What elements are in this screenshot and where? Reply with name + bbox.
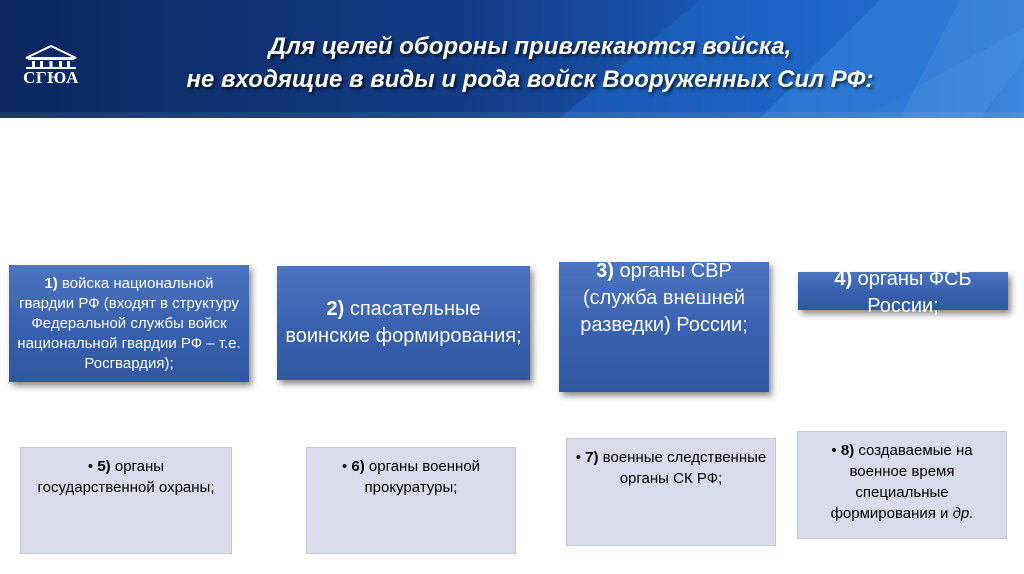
item-text: органы государственной охраны; <box>37 458 215 496</box>
header-banner <box>0 0 1024 118</box>
box-military-prosecution <box>306 447 516 554</box>
item-number: 3) <box>596 260 614 282</box>
title-line-2: не входящие в виды и рода войск Вооруженных Сил РФ: <box>186 66 874 93</box>
bullet: • <box>575 449 581 466</box>
building-emblem-icon <box>18 44 84 70</box>
item-number: 1) <box>44 274 58 292</box>
item-text: органы военной прокуратуры; <box>364 458 481 496</box>
item-number: 8) <box>840 442 855 459</box>
item-text-tail: др. <box>952 505 974 522</box>
sgua-logo <box>18 44 84 94</box>
box-rescue-formations <box>277 266 530 380</box>
bullet: • <box>341 458 348 475</box>
item-text: органы СВР (служба внешней разведки) России; <box>580 260 748 336</box>
item-number: 6) <box>351 458 365 475</box>
page-title <box>150 30 910 96</box>
item-text: спасательные воинские формирования; <box>285 298 522 347</box>
box-national-guard <box>9 265 249 382</box>
bullet: • <box>87 458 94 475</box>
bullet: • <box>831 442 837 459</box>
box-svr <box>559 262 769 392</box>
box-wartime-formations <box>797 431 1007 539</box>
item-number: 2) <box>326 298 345 320</box>
item-text: военные следственные органы СК РФ; <box>598 449 767 487</box>
item-text: войска национальной гвардии РФ (входят в структуру Федеральной службы войск национальной гвардии РФ – т.е. Росгвардия); <box>17 274 241 372</box>
item-number: 4) <box>834 268 853 290</box>
logo-text: СГЮА <box>23 68 79 87</box>
item-number: 5) <box>97 458 111 475</box>
item-text: органы ФСБ России; <box>852 268 972 317</box>
box-state-protection <box>20 447 232 554</box>
item-number: 7) <box>585 449 599 466</box>
title-line-1: Для целей обороны привлекаются войска, <box>268 33 792 60</box>
box-military-investigation <box>566 438 776 546</box>
box-fsb <box>798 268 1008 317</box>
item-text: создаваемые на военное время специальные формирования и <box>830 442 973 522</box>
